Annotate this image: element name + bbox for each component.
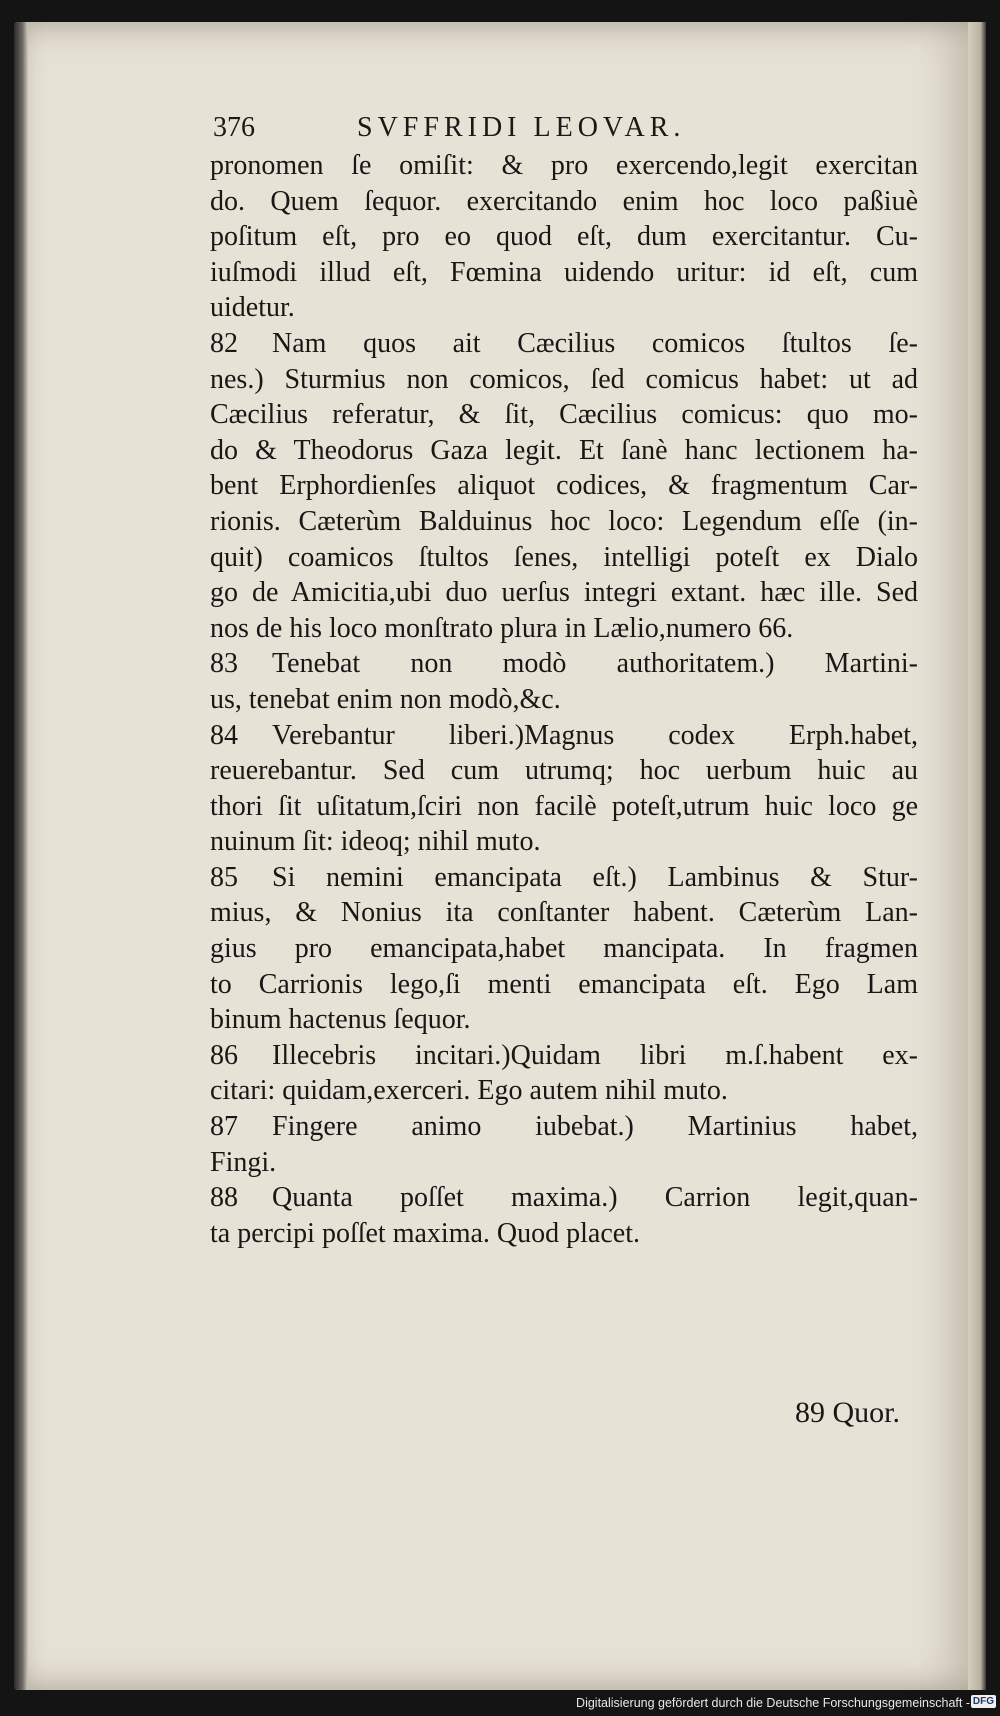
line-text: binum hactenus ſequor. bbox=[210, 1004, 471, 1036]
text-line bbox=[210, 1145, 918, 1181]
running-title: SVFFRIDI LEOVAR. bbox=[357, 112, 686, 143]
text-line bbox=[210, 184, 918, 220]
page-edge bbox=[968, 22, 986, 1690]
text-line bbox=[210, 967, 918, 1003]
line-text: nuinum ſit: ideoq; nihil muto. bbox=[210, 826, 541, 858]
line-text: do & Theodorus Gaza legit. Et ſanè hanc lectionem ha- bbox=[210, 434, 918, 466]
catchword: 89 Quor. bbox=[795, 1396, 900, 1429]
text-line bbox=[210, 682, 918, 718]
text-line bbox=[210, 1073, 918, 1109]
dfg-logo[interactable]: DFG bbox=[972, 1696, 994, 1707]
footer-bar bbox=[0, 1692, 1000, 1714]
note-line bbox=[210, 860, 918, 896]
note-line bbox=[210, 326, 918, 362]
line-text: Illecebris incitari.)Quidam libri m.ſ.habent ex- bbox=[272, 1039, 918, 1071]
line-text: poſitum eſt, pro eo quod eſt, dum exercitantur. Cu- bbox=[210, 221, 918, 253]
note-line bbox=[210, 1180, 918, 1216]
text-line bbox=[210, 290, 918, 326]
line-text: Verebantur liberi.)Magnus codex Erph.habet, bbox=[272, 719, 918, 751]
text-line bbox=[210, 611, 918, 647]
note-number: 87 bbox=[210, 1111, 238, 1143]
line-text: us, tenebat enim non modò,&c. bbox=[210, 683, 561, 715]
footer-credit: Digitalisierung gefördert durch die Deutsche Forschungsgemeinschaft - bbox=[576, 1696, 970, 1710]
line-text: quit) coamicos ſtultos ſenes, intelligi poteſt ex Dialo bbox=[210, 541, 918, 573]
line-text: uidetur. bbox=[210, 292, 295, 324]
text-body bbox=[210, 148, 918, 1251]
text-line bbox=[210, 397, 918, 433]
page-number: 376 bbox=[213, 112, 255, 143]
line-text: go de Amicitia,ubi duo uerſus integri extant. hæc ille. Sed bbox=[210, 577, 918, 609]
text-line bbox=[210, 1216, 918, 1252]
text-line bbox=[210, 540, 918, 576]
text-line bbox=[210, 362, 918, 398]
line-text: nes.) Sturmius non comicos, ſed comicus habet: ut ad bbox=[210, 363, 918, 395]
line-text: Fingere animo iubebat.) Martinius habet, bbox=[272, 1111, 918, 1143]
note-number: 85 bbox=[210, 861, 238, 893]
text-line bbox=[210, 468, 918, 504]
note-number: 88 bbox=[210, 1182, 238, 1214]
line-text: mius, & Nonius ita conſtanter habent. Cæterùm Lan- bbox=[210, 897, 918, 929]
line-text: thori ſit uſitatum,ſciri non facilè poteſt,utrum huic loco ge bbox=[210, 790, 918, 822]
text-line bbox=[210, 789, 918, 825]
note-line bbox=[210, 718, 918, 754]
note-line bbox=[210, 1109, 918, 1145]
line-text: to Carrionis lego,ſi menti emancipata eſt. Ego Lam bbox=[210, 968, 918, 1000]
text-line bbox=[210, 753, 918, 789]
line-text: do. Quem ſequor. exercitando enim hoc loco paßiuè bbox=[210, 185, 918, 217]
line-text: pronomen ſe omiſit: & pro exercendo,legit exercitan bbox=[210, 150, 918, 181]
note-line bbox=[210, 1038, 918, 1074]
line-text: nos de his loco monſtrato plura in Lælio,numero 66. bbox=[210, 612, 794, 644]
line-text: Fingi. bbox=[210, 1146, 277, 1178]
line-text: reuerebantur. Sed cum utrumq; hoc uerbum huic au bbox=[210, 755, 918, 787]
text-line bbox=[210, 219, 918, 255]
text-line bbox=[210, 824, 918, 860]
text-line bbox=[210, 895, 918, 931]
note-number: 86 bbox=[210, 1039, 238, 1071]
text-line bbox=[210, 504, 918, 540]
text-line bbox=[210, 255, 918, 291]
note-line bbox=[210, 646, 918, 682]
line-text: citari: quidam,exerceri. Ego autem nihil muto. bbox=[210, 1075, 728, 1107]
line-text: Nam quos ait Cæcilius comicos ſtultos ſe- bbox=[272, 327, 918, 359]
line-text: Cæcilius referatur, & ſit, Cæcilius comicus: quo mo- bbox=[210, 399, 918, 431]
note-number: 82 bbox=[210, 327, 238, 359]
text-line bbox=[210, 931, 918, 967]
line-text: rionis. Cæterùm Balduinus hoc loco: Legendum eſſe (in- bbox=[210, 505, 918, 537]
text-line bbox=[210, 575, 918, 611]
line-text: Si nemini emancipata eſt.) Lambinus & Stur- bbox=[272, 861, 918, 893]
line-text: ta percipi poſſet maxima. Quod placet. bbox=[210, 1217, 640, 1249]
text-line bbox=[210, 1002, 918, 1038]
text-line bbox=[210, 148, 918, 184]
line-text: iuſmodi illud eſt, Fœmina uidendo uritur: id eſt, cum bbox=[210, 256, 918, 288]
line-text: gius pro emancipata,habet mancipata. In fragmen bbox=[210, 933, 918, 965]
line-text: bent Erphordienſes aliquot codices, & fragmentum Car- bbox=[210, 470, 918, 502]
running-header bbox=[213, 112, 913, 152]
line-text: Quanta poſſet maxima.) Carrion legit,quan- bbox=[272, 1182, 918, 1214]
note-number: 83 bbox=[210, 648, 238, 680]
text-line bbox=[210, 433, 918, 469]
line-text: Tenebat non modò authoritatem.) Martini- bbox=[272, 648, 918, 680]
note-number: 84 bbox=[210, 719, 238, 751]
